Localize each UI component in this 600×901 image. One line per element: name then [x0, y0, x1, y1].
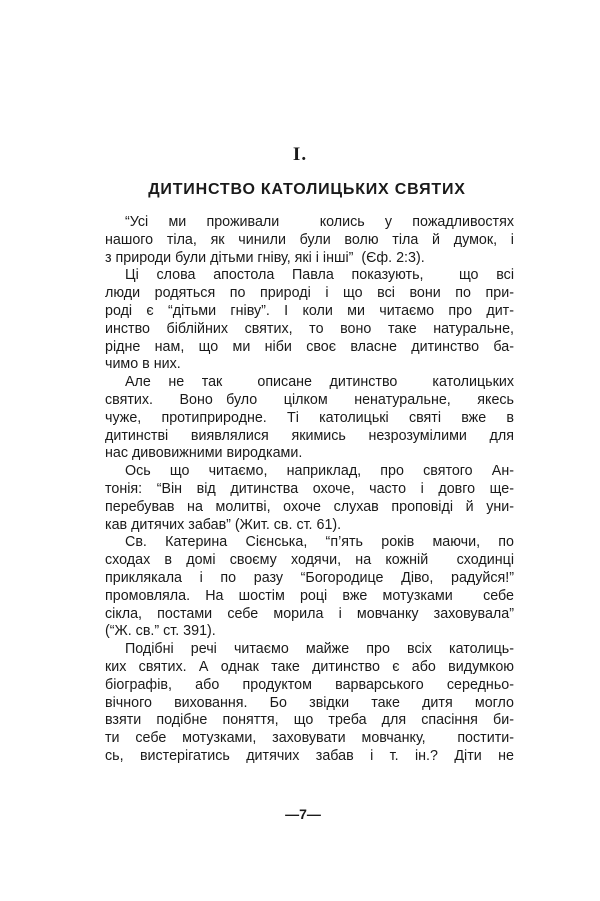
chapter-number: I. [292, 144, 308, 165]
text-line: (“Ж. св.” ст. 391). [105, 623, 216, 640]
text-line: ти себе мотузками, заховувати мовчанку, постити- [105, 730, 514, 747]
page-number: —7— [285, 806, 321, 822]
text-line: чуже, протиприродне. Ті католицькі святі вже в [105, 409, 514, 426]
text-line: ких святих. А однак таке дитинство є або видумкою [105, 658, 514, 675]
text-line: святих. Воно було цілком ненатуральне, якесь [105, 391, 514, 408]
text-line: сь, вистерігатись дитячих забав і т. ін.? Діти не [105, 747, 514, 764]
body-text [105, 214, 514, 766]
text-line: сходах в домі своєму ходячи, на кожній сходинці [105, 552, 514, 569]
text-line: сікла, постами себе морила і мовчанку заховувала” [105, 605, 514, 622]
text-line: Ці слова апостола Павла показують, що всі [125, 267, 514, 284]
text-line: Ось що читаємо, наприклад, про святого Ан- [125, 463, 514, 480]
paragraph [105, 267, 514, 374]
text-line: взяти подібне поняття, що треба для спасіння би- [105, 712, 514, 729]
text-line: біографів, або продуктом варварського середньо- [105, 676, 514, 693]
chapter-title: ДИТИНСТВО КАТОЛИЦЬКИХ СВЯТИХ [148, 181, 466, 198]
text-line: инство біблійних святих, то воно таке натуральне, [105, 320, 514, 337]
paragraph [105, 641, 514, 766]
paragraph [105, 374, 514, 463]
text-line: з природи були дітьми гніву, які і інші” (Єф. 2:3). [105, 249, 425, 266]
text-line: чимо в них. [105, 356, 181, 373]
text-line: Подібні речі читаємо майже про всіх католиць- [125, 641, 514, 658]
paragraph [105, 463, 514, 534]
text-line: Але не так описане дитинство католицьких [125, 374, 514, 391]
text-line: роді є “дітьми гніву”. І коли ми читаємо про дит- [105, 302, 514, 319]
text-line: приклякала і по разу “Богородице Діво, радуйся!” [105, 569, 514, 586]
text-line: “Усі ми проживали колись у пожадливостях [125, 214, 514, 230]
text-line: нашого тіла, як чинили були волю тіла й думок, і [105, 231, 514, 248]
text-line: Св. Катерина Сієнська, “п’ять років маючи, по [125, 534, 514, 551]
text-line: нас дивовижними виродками. [105, 445, 303, 462]
text-line: перебував на молитві, охоче слухав проповіді й уни- [105, 498, 514, 515]
paragraph [105, 534, 514, 641]
text-line: рідне нам, що ми ніби своє власне дитинство ба- [105, 338, 514, 355]
text-line: кав дитячих забав” (Жит. св. ст. 61). [105, 516, 342, 533]
text-line: люди родяться по природі і що всі вони по при- [105, 285, 514, 302]
text-line: промовляла. На шостім році вже мотузками себе [105, 587, 514, 604]
paragraph [105, 214, 514, 267]
text-line: тонія: “Він від дитинства охоче, часто і довго ще- [105, 480, 514, 497]
text-line: вічного виховання. Бо звідки таке дитя могло [105, 694, 514, 711]
text-line: дитинстві виявлялися якимись незрозумілими для [105, 427, 514, 444]
